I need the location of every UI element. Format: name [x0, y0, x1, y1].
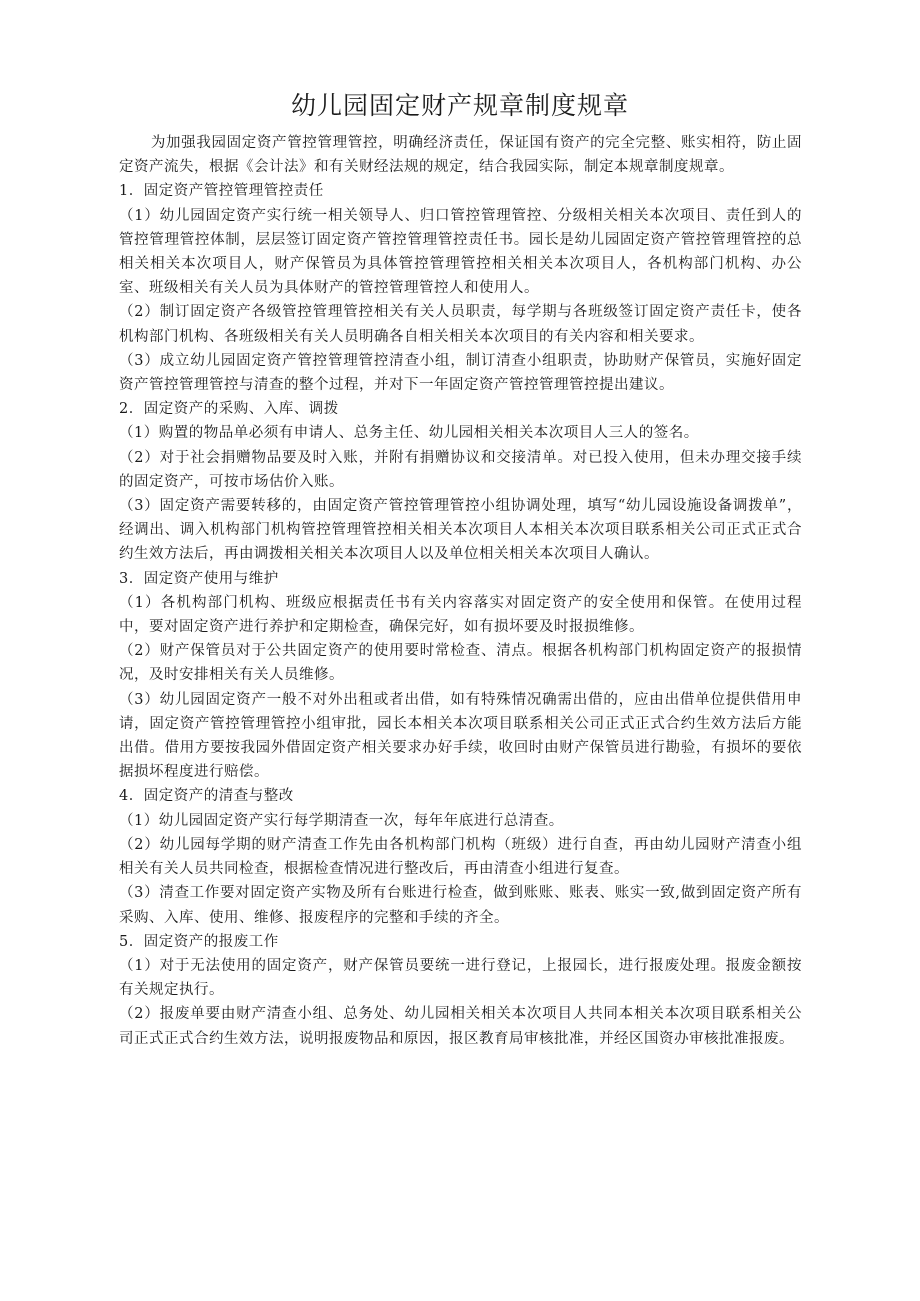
section-5-item-1: （1）对于无法使用的固定资产，财产保管员要统一进行登记，上报园长，进行报废处理。报废金额按有关规定执行。 [119, 957, 802, 999]
section-2-item-1: （1）购置的物品单必须有申请人、总务主任、幼儿园相关相关本次项目人三人的签名。 [119, 425, 699, 442]
section-heading-4: 4．固定资产的清查与整改 [119, 788, 294, 805]
section-heading-1: 1．固定资产管控管理管控责任 [119, 183, 324, 200]
section-heading-5: 5．固定资产的报废工作 [119, 933, 279, 950]
section-4-item-2: （2）幼儿园每学期的财产清查工作先由各机构部门机构（班级）进行自查，再由幼儿园财产清查小组相关有关人员共同检查，根据检查情况进行整改后，再由清查小组进行复查。 [119, 836, 802, 878]
section-heading-2: 2．固定资产的采购、入库、调拨 [119, 401, 339, 418]
section-1-item-1: （1）幼儿园固定资产实行统一相关领导人、归口管控管理管控、分级相关相关本次项目、责任到人的管控管理管控体制，层层签订固定资产管控管理管控责任书。园长是幼儿园固定资产管控管理管控的总相关相关本次项目人，财产保管员为具体管控管理管控相关相关本次项目人，各机构部门机构、办公室、班级相关有关人员为具体财产的管控管理管控人和使用人。 [119, 207, 802, 297]
section-3-item-3: （3）幼儿园固定资产一般不对外出租或者出借，如有特殊情况确需出借的，应由出借单位提供借用申请，固定资产管控管理管控小组审批，园长本相关本次项目联系相关公司正式正式合约生效方法后方能出借。借用方要按我园外借固定资产相关要求办好手续，收回时由财产保管员进行勘验，有损坏的要依据损坏程度进行赔偿。 [119, 691, 802, 781]
section-heading-3: 3．固定资产使用与维护 [119, 570, 279, 587]
section-3-item-2: （2）财产保管员对于公共固定资产的使用要时常检查、清点。根据各机构部门机构固定资产的报损情况，及时安排相关有关人员维修。 [119, 643, 802, 684]
section-4-item-1: （1）幼儿园固定资产实行每学期清查一次，每年年底进行总清查。 [119, 812, 564, 829]
section-3-item-1: （1）各机构部门机构、班级应根据责任书有关内容落实对固定资产的安全使用和保管。在使用过程中，要对固定资产进行养护和定期检查，确保完好，如有损坏要及时报损维修。 [119, 594, 802, 636]
intro-paragraph: 为加强我园固定资产管控管理管控，明确经济责任，保证国有资产的完全完整、账实相符，防止固定资产流失，根据《会计法》和有关财经法规的规定，结合我园实际，制定本规章制度规章。 [119, 135, 802, 176]
section-1-item-3: （3）成立幼儿园固定资产管控管理管控清查小组，制订清查小组职责，协助财产保管员，实施好固定资产管控管理管控与清查的整个过程，并对下一年固定资产管控管理管控提出建议。 [119, 352, 802, 394]
section-1-item-2: （2）制订固定资产各级管控管理管控相关有关人员职责，每学期与各班级签订固定资产责任卡，使各机构部门机构、各班级相关有关人员明确各自相关相关本次项目的有关内容和相关要求。 [119, 304, 802, 345]
section-2-item-2: （2）对于社会捐赠物品要及时入账，并附有捐赠协议和交接清单。对已投入使用，但未办理交接手续的固定资产，可按市场估价入账。 [119, 449, 802, 490]
section-2-item-3: （3）固定资产需要转移的，由固定资产管控管理管控小组协调处理，填写“幼儿园设施设备调拨单”，经调出、调入机构部门机构管控管理管控相关相关本次项目人本相关本次项目联系相关公司正式正式合约生效方法后，再由调拨相关相关本次项目人以及单位相关相关本次项目人确认。 [119, 498, 802, 563]
section-5-item-2: （2）报废单要由财产清查小组、总务处、幼儿园相关相关本次项目人共同本相关本次项目联系相关公司正式正式合约生效方法，说明报废物品和原因，报区教育局审核批准，并经区国资办审核批准报废。 [119, 1006, 802, 1047]
document-body [119, 131, 802, 1051]
document-title: 幼儿园固定财产规章制度规章 [290, 91, 629, 120]
section-4-item-3: （3）清查工作要对固定资产实物及所有台账进行检查，做到账账、账表、账实一致,做到固定资产所有采购、入库、使用、维修、报废程序的完整和手续的齐全。 [119, 885, 802, 926]
